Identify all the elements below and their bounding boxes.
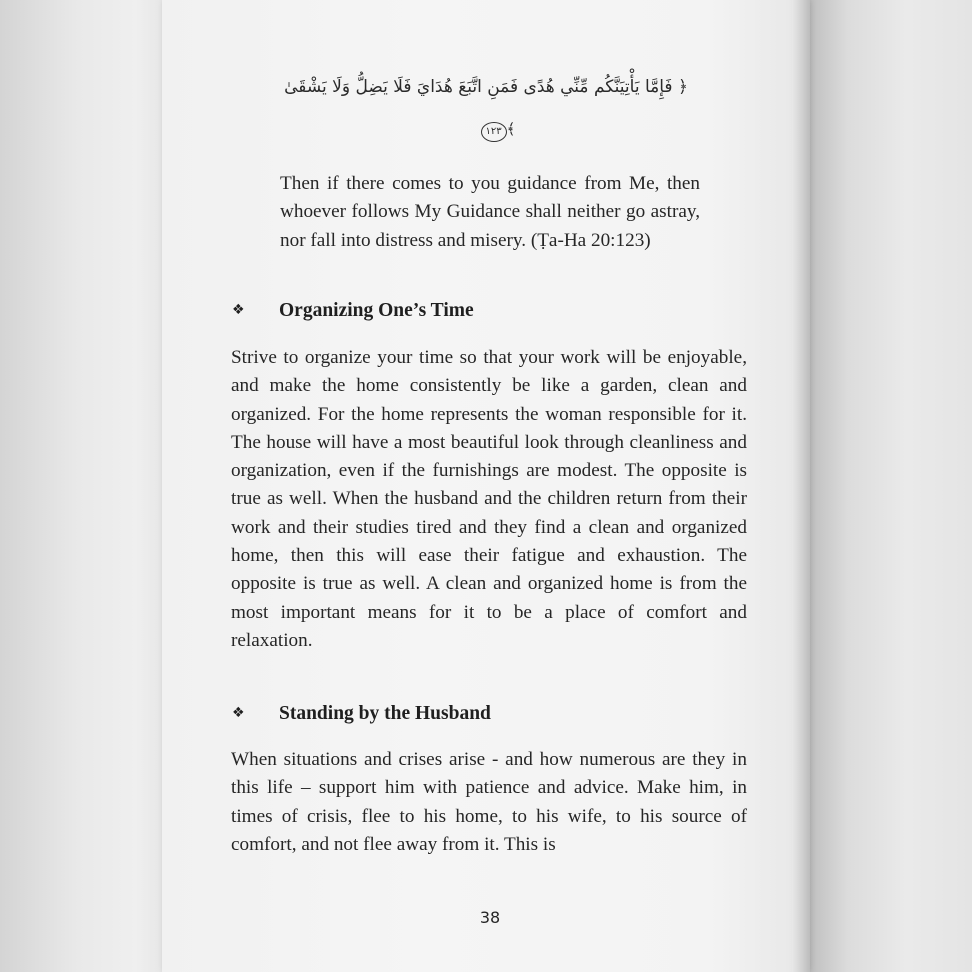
verse-translation: Then if there comes to you guidance from Me, then whoever follows My Guidance shall neither go astray, nor fall into distress and misery. (Ṭa-Ha 20:123) xyxy=(280,173,700,251)
section-heading-standing xyxy=(232,703,491,725)
quran-verse-arabic: ﴿ فَإِمَّا يَأْتِيَنَّكُم مِّنِّي هُدًى فَمَنِ اتَّبَعَ هُدَايَ فَلَا يَضِلُّ وَلَا يَشْقَىٰ xyxy=(284,77,688,97)
verse-number: ١٢٣ xyxy=(481,122,507,142)
section-heading-organizing xyxy=(232,300,474,322)
section-heading-text: Standing by the Husband xyxy=(279,703,491,724)
section-body-organizing: Strive to organize your time so that your work will be enjoyable, and make the home consistently be like a garden, clean and organized. For the home represents the woman responsible for it. The house will have a most beautiful look through cleanliness and organization, even if the furnishings are modest. The opposite is true as well. When the husband and the children return from their work and their studies tired and they find a clean and organized home, then this will ease their fatigue and exhaustion. The opposite is true as well. A clean and organized home is from the most important means for it to be a place of comfort and relaxation. xyxy=(231,347,747,651)
section-body-standing: When situations and crises arise - and how numerous are they in this life – support him with patience and advice. Make him, in times of crisis, flee to his home, to his wife, to his source of comfort, and not flee away from it. This is xyxy=(231,749,747,855)
page-number: 38 xyxy=(479,908,501,927)
background-right xyxy=(807,0,972,972)
diamond-bullet-icon: ❖ xyxy=(232,302,245,318)
verse-number-marker: ﴾١٢٣ xyxy=(470,120,526,142)
section-heading-text: Organizing One’s Time xyxy=(279,300,474,321)
page-edge-shadow xyxy=(792,0,810,972)
diamond-bullet-icon: ❖ xyxy=(232,705,245,721)
